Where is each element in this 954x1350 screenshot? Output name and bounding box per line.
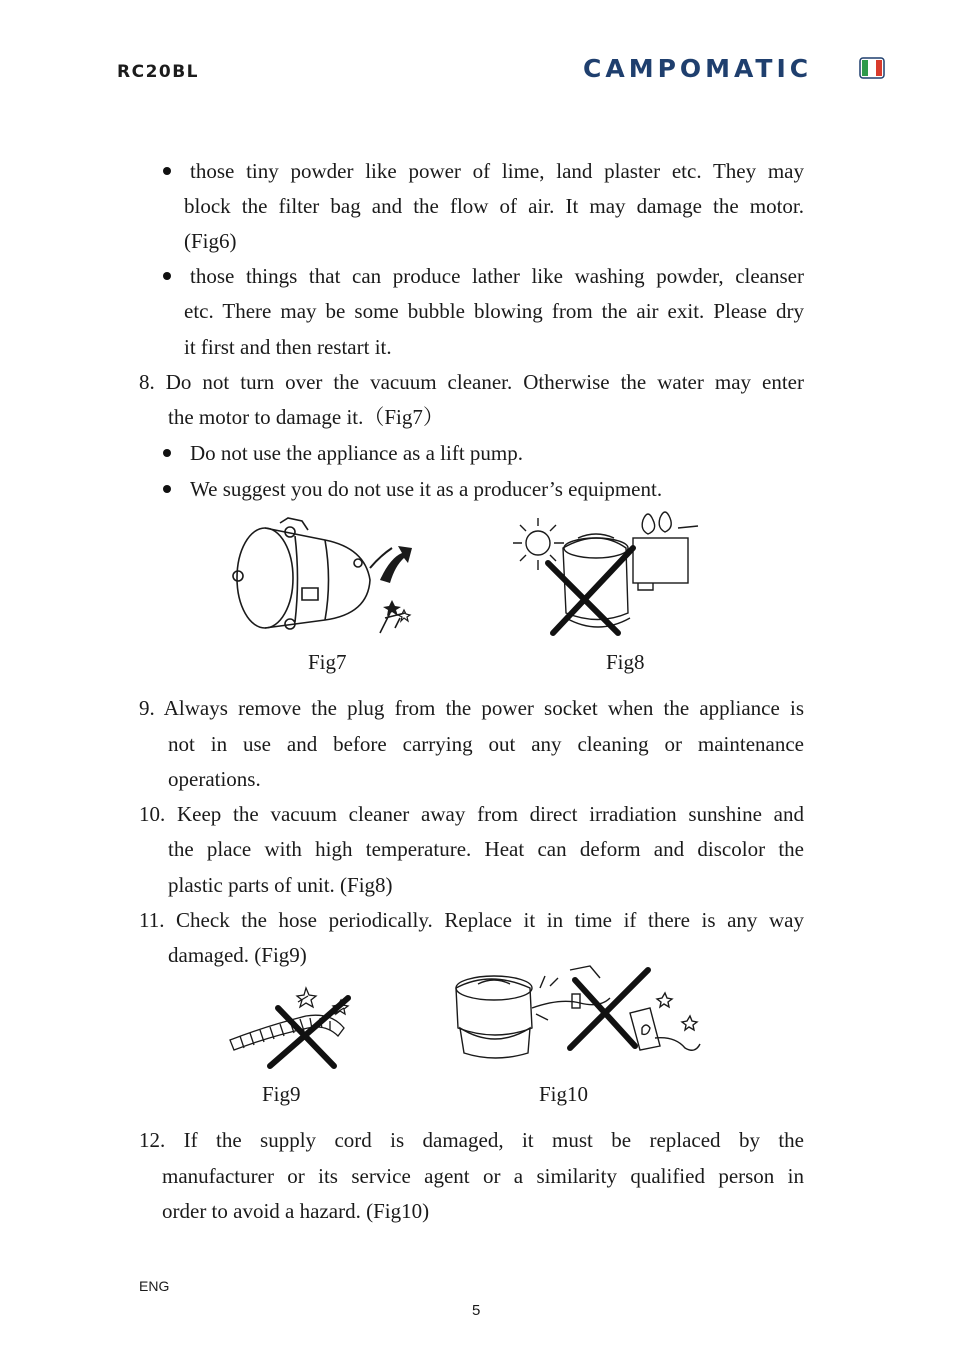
italian-flag-icon bbox=[860, 58, 884, 78]
numbered-item: the place with high temperature. Heat can deform and discolor the bbox=[168, 837, 804, 861]
page-number: 5 bbox=[472, 1302, 481, 1319]
damaged-hose-illustration bbox=[226, 978, 356, 1070]
vacuum-heat-sun-illustration bbox=[508, 508, 703, 643]
numbered-item: plastic parts of unit. (Fig8) bbox=[168, 873, 393, 897]
numbered-item: order to avoid a hazard. (Fig10) bbox=[162, 1199, 430, 1223]
numbered-item: 8. Do not turn over the vacuum cleaner. Otherwise the water may enter bbox=[139, 370, 804, 394]
numbered-item: manufacturer or its service agent or a similarity qualified person in bbox=[162, 1164, 804, 1188]
numbered-item: damaged. (Fig9) bbox=[168, 943, 307, 967]
bullet-icon bbox=[163, 485, 171, 493]
bullet-text: Do not use the appliance as a lift pump. bbox=[190, 441, 523, 465]
numbered-item: 10. Keep the vacuum cleaner away from direct irradiation sunshine and bbox=[139, 802, 804, 826]
damaged-cord-illustration bbox=[450, 958, 705, 1066]
bullet-text: those tiny powder like power of lime, land plaster etc. They may bbox=[190, 159, 804, 183]
numbered-item: 12. If the supply cord is damaged, it must be replaced by the bbox=[139, 1128, 804, 1152]
footer-language: ENG bbox=[139, 1278, 170, 1294]
numbered-item: operations. bbox=[168, 767, 261, 791]
numbered-item: 11. Check the hose periodically. Replace it in time if there is any way bbox=[139, 908, 804, 932]
model-name: RC20BL bbox=[117, 62, 200, 82]
bullet-text: those things that can produce lather like washing powder, cleanser bbox=[190, 264, 804, 288]
figure-caption: Fig7 bbox=[308, 650, 347, 674]
bullet-text: (Fig6) bbox=[184, 229, 237, 253]
bullet-text: We suggest you do not use it as a producer’s equipment. bbox=[190, 477, 663, 501]
numbered-item: the motor to damage it.（Fig7） bbox=[168, 405, 444, 429]
bullet-text: block the filter bag and the flow of air. It may damage the motor. bbox=[184, 194, 804, 218]
figure-caption: Fig9 bbox=[262, 1082, 301, 1106]
bullet-text: it first and then restart it. bbox=[184, 335, 392, 359]
bullet-icon bbox=[163, 449, 171, 457]
bullet-icon bbox=[163, 167, 171, 175]
figure-caption: Fig8 bbox=[606, 650, 645, 674]
bullet-text: etc. There may be some bubble blowing from the air exit. Please dry bbox=[184, 299, 804, 323]
numbered-item: 9. Always remove the plug from the power socket when the appliance is bbox=[139, 696, 804, 720]
bullet-icon bbox=[163, 272, 171, 280]
brand-logo: CAMPOMATIC bbox=[583, 54, 813, 83]
numbered-item: not in use and before carrying out any cleaning or maintenance bbox=[168, 732, 804, 756]
vacuum-tipped-over-illustration bbox=[230, 518, 415, 633]
figure-caption: Fig10 bbox=[539, 1082, 589, 1106]
